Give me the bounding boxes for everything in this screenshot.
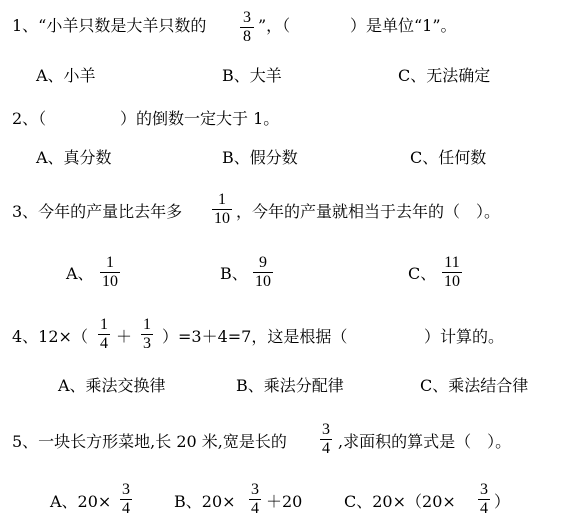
fraction-numerator: 9 bbox=[259, 254, 267, 271]
fraction-numerator: 3 bbox=[322, 421, 330, 438]
option-label: B、20× bbox=[174, 492, 236, 511]
question-3-prefix bbox=[12, 202, 182, 222]
question-1-suffix-a-text: ”，（ bbox=[258, 16, 291, 35]
question-4-suffix-a-text: ）=3＋4=7，这是根据（ bbox=[162, 327, 348, 346]
option-label: A、乘法交换律 bbox=[58, 376, 166, 395]
option-label: C、乘法结合律 bbox=[420, 376, 529, 395]
fraction-denominator: 4 bbox=[122, 500, 130, 517]
question-5-option-a-fraction bbox=[120, 482, 132, 517]
question-5-option-b[interactable] bbox=[174, 492, 236, 512]
question-2-suffix-text: ）的倒数一定大于 1。 bbox=[120, 109, 280, 128]
question-4-option-a[interactable] bbox=[58, 376, 166, 396]
option-label: B、大羊 bbox=[222, 66, 282, 85]
question-1 bbox=[12, 16, 206, 36]
question-3-fraction bbox=[212, 192, 232, 227]
question-1-suffix-b bbox=[350, 16, 457, 36]
question-5-option-c-tail bbox=[494, 492, 510, 512]
question-3-prefix-text: 3、今年的产量比去年多 bbox=[12, 202, 183, 221]
question-5-option-a[interactable] bbox=[50, 492, 111, 512]
question-4-option-c[interactable] bbox=[420, 376, 528, 396]
question-1-suffix-b-text: ）是单位“1”。 bbox=[350, 16, 457, 35]
question-1-prefix: 1、“小羊只数是大羊只数的 bbox=[12, 16, 207, 35]
fraction-numerator: 3 bbox=[243, 9, 251, 26]
option-label: B、乘法分配律 bbox=[236, 376, 344, 395]
question-5-option-c[interactable] bbox=[344, 492, 456, 512]
question-4-prefix bbox=[12, 327, 88, 347]
question-3-option-b-fraction bbox=[253, 255, 273, 290]
option-label: B、假分数 bbox=[222, 148, 298, 167]
fraction-denominator: 4 bbox=[251, 500, 259, 517]
option-label: C、20×（20× bbox=[344, 492, 456, 511]
question-2-suffix bbox=[120, 109, 279, 129]
question-3-option-c-fraction bbox=[442, 255, 462, 290]
question-1-suffix-a bbox=[258, 16, 290, 36]
fraction-denominator: 4 bbox=[322, 440, 330, 457]
question-4-fraction-1 bbox=[98, 317, 110, 352]
plus-sign: ＋ bbox=[116, 327, 133, 346]
option-tail: ＋20 bbox=[266, 492, 303, 511]
fraction-numerator: 1 bbox=[218, 191, 226, 208]
question-5-option-b-tail bbox=[266, 492, 302, 512]
fraction-numerator: 3 bbox=[251, 481, 259, 498]
fraction-numerator: 1 bbox=[106, 254, 114, 271]
question-4-option-b[interactable] bbox=[236, 376, 344, 396]
fraction-denominator: 10 bbox=[444, 273, 460, 290]
question-5-option-c-fraction bbox=[478, 482, 490, 517]
fraction-numerator: 1 bbox=[100, 316, 108, 333]
option-label: A、 bbox=[66, 264, 94, 283]
question-1-fraction bbox=[240, 10, 254, 45]
question-1-option-a[interactable] bbox=[36, 66, 96, 86]
question-5-suffix bbox=[338, 432, 511, 452]
question-5-suffix-text: ,求面积的算式是（ ）。 bbox=[338, 432, 512, 451]
question-2-prefix bbox=[12, 109, 46, 129]
question-5-fraction bbox=[320, 422, 332, 457]
fraction-numerator: 3 bbox=[480, 481, 488, 498]
question-4-suffix-b bbox=[424, 327, 504, 347]
option-label: A、真分数 bbox=[36, 148, 112, 167]
question-3-option-a[interactable] bbox=[66, 264, 94, 284]
question-5-option-b-fraction bbox=[249, 482, 261, 517]
fraction-numerator: 3 bbox=[122, 481, 130, 498]
question-1-option-c[interactable] bbox=[398, 66, 490, 86]
question-5-prefix-text: 5、一块长方形菜地,长 20 米,宽是长的 bbox=[12, 432, 287, 451]
option-tail: ） bbox=[494, 492, 511, 511]
option-label: B、 bbox=[220, 264, 248, 283]
fraction-denominator: 3 bbox=[143, 335, 151, 352]
fraction-denominator: 4 bbox=[100, 335, 108, 352]
question-2-prefix-text: 2、（ bbox=[12, 109, 47, 128]
question-1-option-b[interactable] bbox=[222, 66, 282, 86]
question-3-option-a-fraction bbox=[100, 255, 120, 290]
question-2-option-c[interactable] bbox=[410, 148, 486, 168]
option-label: C、任何数 bbox=[410, 148, 487, 167]
question-4-suffix-b-text: ）计算的。 bbox=[424, 327, 505, 346]
option-label: A、20× bbox=[50, 492, 112, 511]
fraction-numerator: 11 bbox=[444, 254, 460, 271]
question-3-option-b[interactable] bbox=[220, 264, 248, 284]
question-5-prefix bbox=[12, 432, 287, 452]
question-4-prefix-text: 4、12×（ bbox=[12, 327, 88, 346]
fraction-denominator: 10 bbox=[255, 273, 271, 290]
question-4-suffix-a bbox=[162, 327, 347, 347]
fraction-numerator: 1 bbox=[143, 316, 151, 333]
fraction-denominator: 4 bbox=[480, 500, 488, 517]
fraction-denominator: 8 bbox=[243, 28, 251, 45]
option-label: C、 bbox=[408, 264, 437, 283]
option-label: A、小羊 bbox=[36, 66, 96, 85]
question-3-option-c[interactable] bbox=[408, 264, 436, 284]
option-label: C、无法确定 bbox=[398, 66, 491, 85]
question-2-option-b[interactable] bbox=[222, 148, 298, 168]
fraction-denominator: 10 bbox=[102, 273, 118, 290]
question-3-suffix-text: ，今年的产量就相当于去年的（ ）。 bbox=[236, 202, 501, 221]
question-4-fraction-2 bbox=[141, 317, 153, 352]
question-3-suffix bbox=[236, 202, 500, 222]
fraction-denominator: 10 bbox=[214, 210, 230, 227]
question-4-plus bbox=[116, 327, 132, 347]
question-2-option-a[interactable] bbox=[36, 148, 112, 168]
